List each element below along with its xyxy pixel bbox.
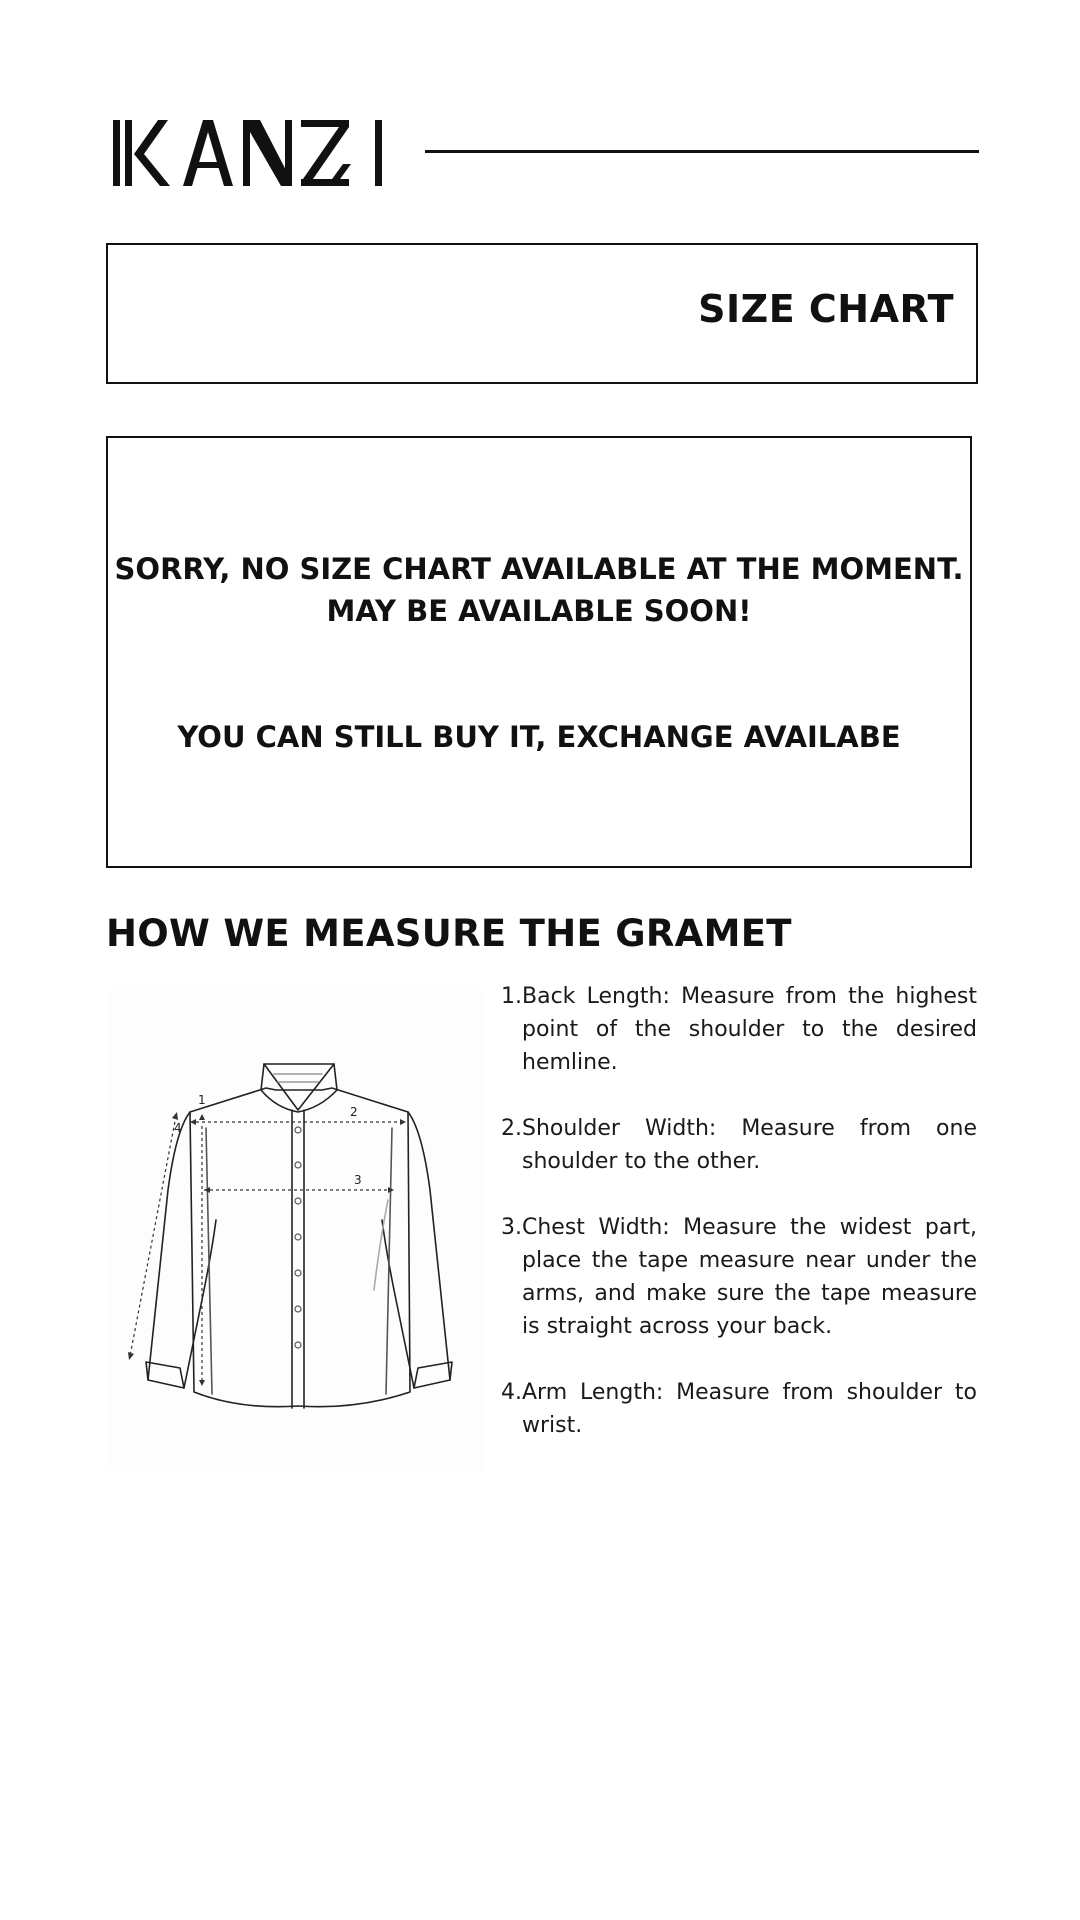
page-title: SIZE CHART [698,287,954,331]
list-item [495,980,977,1079]
diagram-label-2: 2 [350,1105,358,1119]
list-item [495,1112,977,1178]
measurement-instructions [495,980,977,1475]
list-item-number: 3. [501,1215,522,1240]
chest-width-instruction: Chest Width: Measure the widest part, place the tape measure near under the arms, and make sure the tape measure is straight across your back. [522,1215,977,1339]
list-item-number: 1. [501,984,522,1009]
list-item [495,1376,977,1442]
exchange-notice: YOU CAN STILL BUY IT, EXCHANGE AVAILABE [177,720,901,754]
size-chart-title-box [106,243,978,384]
shirt-illustration [106,990,484,1470]
diagram-label-1: 1 [198,1093,206,1107]
measure-section-heading: HOW WE MEASURE THE GRAMET [106,912,792,955]
shirt-measurement-icon [106,990,484,1470]
shoulder-width-instruction: Shoulder Width: Measure from one shoulder to the other. [522,1116,977,1174]
list-item-number: 4. [501,1380,522,1405]
notice-box [106,436,972,868]
diagram-label-4: 4 [174,1121,182,1135]
back-length-instruction: Back Length: Measure from the highest point of the shoulder to the desired hemline. [522,984,977,1075]
list-item-number: 2. [501,1116,522,1141]
arm-length-instruction: Arm Length: Measure from shoulder to wrist. [522,1380,977,1438]
no-size-chart-notice: SORRY, NO SIZE CHART AVAILABLE AT THE MOMENT. MAY BE AVAILABLE SOON! [114,552,964,628]
kanzi-logo [113,118,401,190]
diagram-label-3: 3 [354,1173,362,1187]
list-item [495,1211,977,1343]
page-header [113,118,979,190]
header-divider [425,150,979,153]
